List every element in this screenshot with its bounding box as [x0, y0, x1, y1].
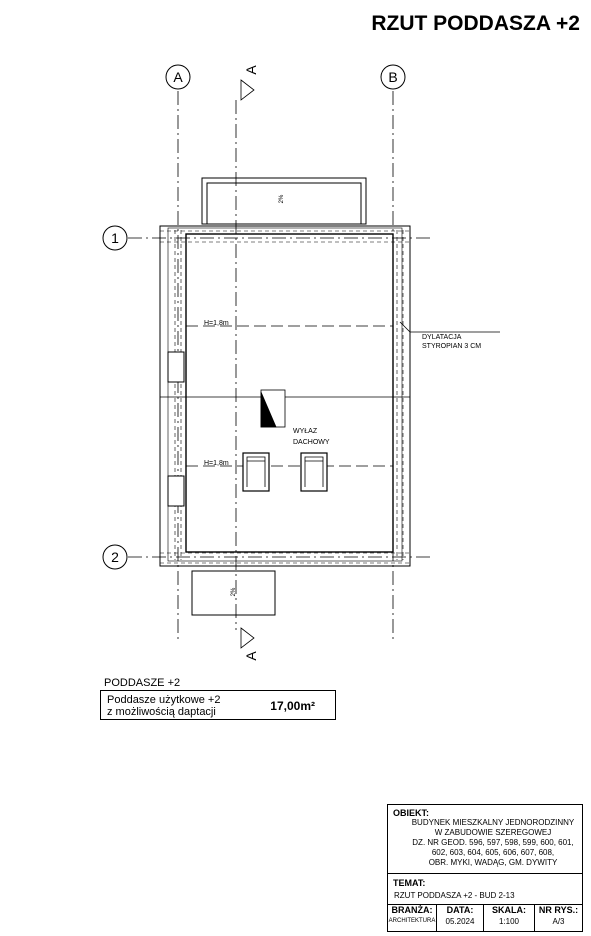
room-table-header: PODDASZE +2	[100, 676, 336, 691]
roof-exit-label-1: WYŁAZ	[293, 428, 318, 435]
slope-top-label: 2%	[279, 194, 285, 204]
section-arrow-top	[241, 80, 254, 100]
object-line: 602, 603, 604, 605, 606, 607, 608,	[431, 848, 555, 857]
section-label-top: A	[243, 65, 259, 75]
object-description	[388, 818, 582, 868]
section-arrow-bottom	[241, 628, 254, 648]
nr-cell	[535, 905, 582, 931]
dilatation-label-1: DYLATACJA	[422, 334, 462, 341]
topic-label: TEMAT:	[393, 878, 426, 888]
dilatation-leader	[400, 322, 500, 332]
title-block-topic	[388, 875, 582, 905]
nr-value: A/3	[552, 917, 565, 926]
inner-wall	[186, 234, 393, 552]
axis-label-b: B	[388, 69, 398, 85]
data-label: DATA:	[446, 905, 474, 915]
room-name-line2: z możliwością daptacji	[107, 706, 216, 718]
section-label-bottom: A	[243, 651, 259, 661]
slope-bottom-label: 2%	[231, 587, 237, 597]
title-block-object	[388, 805, 582, 874]
skala-label: SKALA:	[492, 905, 526, 915]
height-label-top: H=1,8m	[204, 320, 229, 327]
dilatation-label-2: STYROPIAN 3 CM	[422, 343, 482, 350]
room-name-line1: Poddasze użytkowe +2	[107, 694, 221, 706]
object-line: W ZABUDOWIE SZEREGOWEJ	[434, 828, 552, 837]
object-line: BUDYNEK MIESZKALNY JEDNORODZINNY	[411, 818, 575, 827]
branza-label: BRANŻA:	[391, 905, 433, 915]
window-left-upper	[168, 352, 184, 382]
branza-value: ARCHITEKTURA	[388, 918, 436, 924]
window-left-lower	[168, 476, 184, 506]
data-cell	[437, 905, 484, 931]
title-block-meta	[388, 905, 582, 931]
topic-value: RZUT PODDASZA +2 - BUD 2-13	[394, 891, 515, 900]
nr-label: NR RYS.:	[538, 905, 579, 915]
roof-exit-symbol	[261, 390, 285, 427]
room-table	[100, 676, 336, 720]
object-line: OBR. MYKI, WADĄG, GM. DYWITY	[428, 858, 558, 867]
room-row	[100, 691, 336, 720]
room-area: 17,00m²	[270, 699, 315, 713]
height-label-bottom: H=1,8m	[204, 460, 229, 467]
room-name	[107, 694, 220, 718]
skala-value: 1:100	[498, 917, 520, 926]
drawing-title: RZUT PODDASZA +2	[371, 12, 580, 35]
data-value: 05.2024	[445, 917, 475, 926]
branza-cell	[388, 905, 437, 931]
axis-label-a: A	[173, 69, 183, 85]
axis-label-2: 2	[111, 549, 119, 565]
object-label: OBIEKT:	[393, 808, 429, 818]
skala-cell	[484, 905, 535, 931]
object-line: DZ. NR GEOD. 596, 597, 598, 599, 600, 601,	[412, 838, 574, 847]
title-block	[387, 804, 583, 932]
axis-label-1: 1	[111, 230, 119, 246]
roof-exit-label-2: DACHOWY	[293, 439, 330, 446]
